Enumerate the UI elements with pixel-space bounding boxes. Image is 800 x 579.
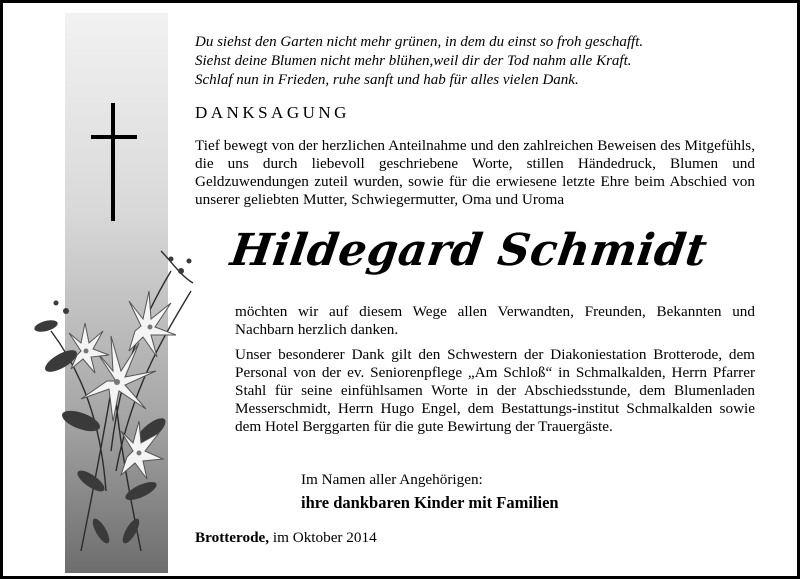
poem-line: Siehst deine Blumen nicht mehr blühen,weil dir der Tod nahm alle Kraft. <box>195 53 632 69</box>
thanks-paragraph-intro: Tief bewegt von der herzlichen Anteilnahme und den zahlreichen Beweisen des Mitgefühls, die uns durch liebevoll geschriebene Worte, stillen Händedruck, Blumen und Geldzuwendungen zuteil wurden, sowie für die erwiesene letzte Ehre beim Abschied von unserer geliebten Mutter, Schwiegermutter, Oma und Uroma <box>195 137 755 208</box>
thanks-paragraph-main: möchten wir auf diesem Wege allen Verwandten, Freunden, Bekannten und Nachbarn herzlich danken. <box>235 303 755 338</box>
poem-line: Du siehst den Garten nicht mehr grünen, in dem du einst so froh geschafft. <box>195 34 644 50</box>
signature: ihre dankbaren Kinder mit Familien <box>301 493 559 512</box>
lily-bouquet-illustration <box>21 231 211 561</box>
deceased-name: Hildegard Schmidt <box>227 225 711 276</box>
date: im Oktober 2014 <box>272 529 377 546</box>
cross-icon <box>91 103 137 223</box>
place-and-date <box>195 529 377 547</box>
notice-heading: DANKSAGUNG <box>195 103 350 122</box>
poem-line: Schlaf nun in Frieden, ruhe sanft und hab für alles vielen Dank. <box>195 72 579 88</box>
place: Brotterode, <box>195 529 270 546</box>
thanks-paragraph-special: Unser besonderer Dank gilt den Schwestern der Diakoniestation Brotterode, dem Personal von der ev. Seniorenpflege „Am Schloß“ in Schmalkalden, Herrn Pfarrer Stahl für seine einfühlsamen Worte in der Abschiedsstunde, dem Blumenladen Messerschmidt, Herrn Hugo Engel, dem Bestattungs-institut Schmalkalden sowie dem Hotel Berggarten für die gute Bewirtung der Trauergäste. <box>235 346 755 435</box>
signature-intro: Im Namen aller Angehörigen: <box>301 471 483 488</box>
memorial-poem <box>195 33 643 90</box>
